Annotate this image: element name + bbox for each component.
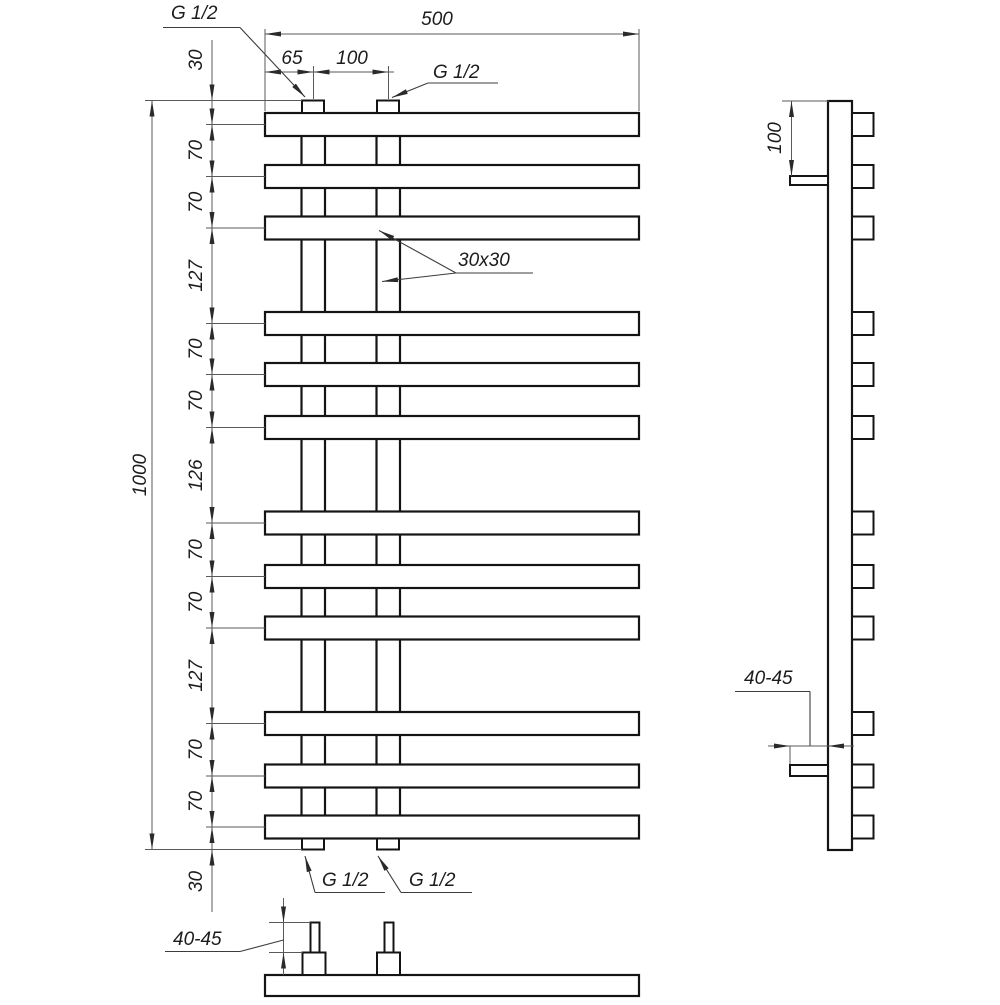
bottom-view-bar [265, 975, 639, 996]
bar-7 [265, 512, 639, 535]
chain-label: 127 [186, 259, 207, 292]
fitting-label: G 1/2 [433, 62, 480, 83]
bottom-view-right-stub [385, 923, 394, 953]
bottom-left-connector [302, 839, 324, 850]
dim-40-45-bottom [165, 898, 311, 975]
chain-label: 127 [186, 659, 207, 692]
bar-4 [265, 312, 639, 335]
dim-height-label: 1000 [130, 453, 151, 497]
bar-1 [265, 113, 639, 136]
side-tab-12 [852, 816, 874, 839]
dim-top-label: 30 [186, 49, 207, 71]
bar-10 [265, 712, 639, 735]
dim-1000 [130, 101, 152, 850]
fitting-label: G 1/2 [322, 870, 369, 891]
fitting-label: G 1/2 [409, 870, 456, 891]
top-right-connector [377, 101, 399, 114]
side-tab-11 [852, 765, 874, 788]
chain-dimension [186, 40, 265, 912]
bottom-view-left-stub [311, 923, 320, 953]
chain-label: 70 [186, 739, 207, 761]
chain-label: 126 [186, 459, 207, 492]
side-tab-7 [852, 512, 874, 535]
dim-wall-distance-label: 40-45 [173, 929, 222, 950]
profile-label: 30x30 [458, 250, 510, 271]
side-tab-2 [852, 165, 874, 188]
wall-bracket-top [790, 176, 828, 185]
chain-label: 70 [186, 790, 207, 813]
front-view [130, 3, 639, 912]
leader-line [240, 940, 284, 952]
dim-wall-distance-label: 40-45 [744, 668, 793, 689]
side-bar-tabs [852, 113, 874, 839]
bar-8 [265, 565, 639, 588]
bottom-right-connector [377, 839, 399, 850]
chain-label: 70 [186, 338, 207, 360]
dim-width-label: 500 [421, 9, 453, 30]
side-tab-8 [852, 565, 874, 588]
chain-label: 70 [186, 139, 207, 162]
dim-left-offset-label: 65 [281, 48, 303, 69]
dim-pipe-spacing-label: 100 [336, 48, 368, 69]
dim-bracket-top-label: 100 [765, 122, 786, 154]
bottom-view-right-block [377, 953, 400, 976]
leader-line [378, 856, 401, 893]
top-left-connector [302, 101, 324, 114]
side-tab-9 [852, 617, 874, 640]
side-tab-5 [852, 363, 874, 386]
side-tab-1 [852, 113, 874, 136]
bar-2 [265, 165, 639, 188]
side-view [735, 101, 874, 850]
leader-line [392, 83, 428, 98]
bar-5 [265, 363, 639, 386]
bar-3 [265, 217, 639, 240]
side-tab-6 [852, 416, 874, 439]
bar-11 [265, 765, 639, 788]
bottom-view [165, 898, 639, 996]
dim-100-side [765, 101, 829, 176]
callout-g12-bottom-left [305, 856, 385, 893]
chain-label: 70 [186, 591, 207, 613]
side-tab-4 [852, 312, 874, 335]
chain-label: 70 [186, 191, 207, 213]
fitting-label: G 1/2 [171, 3, 218, 24]
side-tab-3 [852, 217, 874, 240]
dim-65-100 [265, 48, 394, 99]
wall-bracket-bottom [790, 765, 828, 776]
callout-g12-top-right [392, 62, 498, 98]
dim-500 [265, 9, 639, 111]
leader-line [305, 856, 315, 893]
bar-9 [265, 617, 639, 640]
dim-bottom-label: 30 [186, 870, 207, 893]
chain-label: 70 [186, 539, 207, 561]
callout-g12-bottom-right [378, 856, 472, 893]
bar-12 [265, 816, 639, 839]
side-tab-10 [852, 712, 874, 735]
bar-6 [265, 416, 639, 439]
bottom-view-left-block [303, 953, 326, 976]
side-column [828, 101, 852, 850]
chain-label: 70 [186, 390, 207, 412]
